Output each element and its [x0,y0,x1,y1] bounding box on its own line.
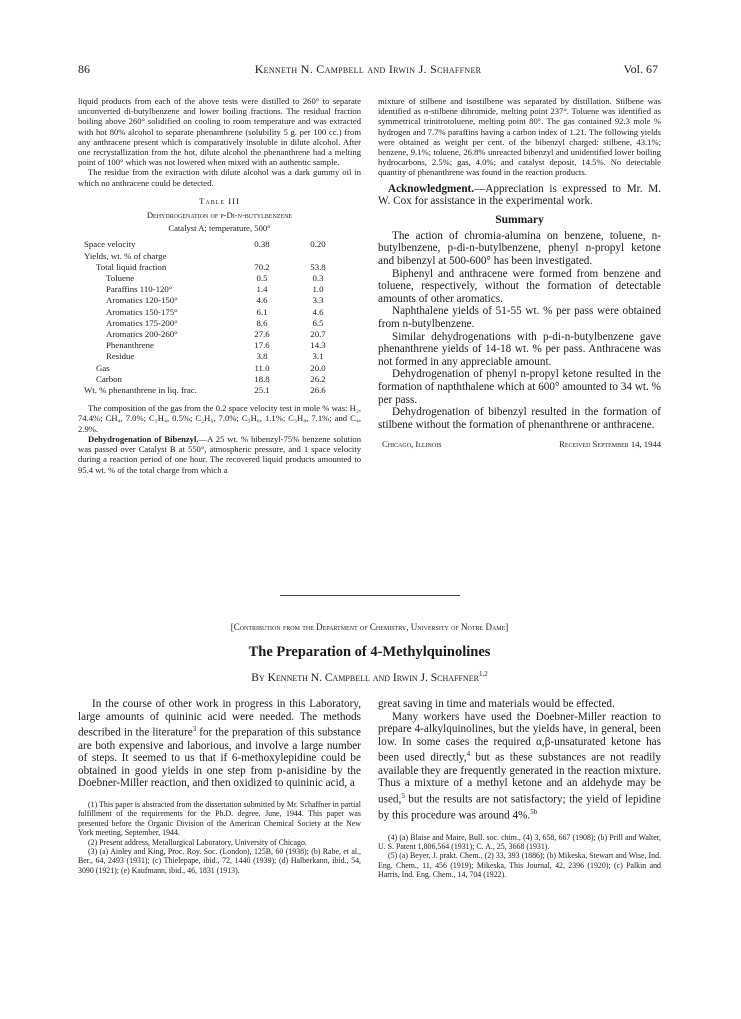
value-space-velocity-020: 20.0 [310,362,326,373]
summary-heading: Summary [495,213,544,226]
contribution-line: [Contribution from the Department of Chemistry, University of Notre Dame] [230,622,509,632]
row-label: Toluene [106,273,135,284]
article-title: The Preparation of 4-Methylquinolines [248,644,491,660]
distillation-paragraph: liquid products from each of the above tests were distilled to 260° to separate unconverted di-butylbenzene and lower boiling fractions. The residual fraction boiling above 260° solidified on cooling to room temperature and was extracted with hot 80% alcohol to separate phenanthrene (solubility 5 g. per 100 cc.) from any anthracene present which is comparatively insoluble in dilute alcohol. After one recrystallization from the hot, dilute alcohol the phenanthrene had a melting point of 100° which was not lowered when mixed with an authentic sample. [78,96,361,168]
table-label: Table III [199,195,240,206]
value-space-velocity-038: 0.38 [254,239,270,250]
value-space-velocity-020: 6.5 [312,317,324,328]
acknowledgment-paragraph [378,183,661,208]
value-space-velocity-020: 0.20 [310,239,326,250]
value-space-velocity-020: 0.3 [312,273,324,284]
value-space-velocity-020: 1.0 [312,284,324,295]
value-space-velocity-038: 70.2 [254,261,270,272]
footnote-ref-5: 5 [401,791,405,800]
row-label: Carbon [96,373,122,384]
value-space-velocity-038: 17.6 [254,340,270,351]
running-title: Kenneth N. Campbell and Irwin J. Schaffner [254,62,482,76]
value-space-velocity-020: 14.3 [310,340,326,351]
table-row [84,385,346,396]
table-row [84,374,346,385]
article-separator [280,595,460,596]
footnote: (5) (a) Beyer, J. prakt. Chem., (2) 33, 393 (1886); (b) Mikeska, Stewart and Wise, Ind. Eng. Chem., 11, 456 (1919); Mikeska, This Journal, 42, 2396 (1920); (c) Palkin and Harris, Ind. Eng. Chem., 14, 704 (1922). [378,851,661,880]
table-row [84,284,346,295]
doebner-miller-paragraph [378,711,661,823]
table-row [84,273,346,284]
dm-text-a: Many workers have used the Doebner-Miller reaction to prepare 4-alkylquinolines, but the yields have, in general, been low. In some cases the required α,β-unsaturated ketone has been used directly, [378,710,661,765]
bibenzyl-heading: Dehydrogenation of Bibenzyl. [88,433,199,444]
value-space-velocity-020: 53.8 [310,261,326,272]
right-column-top [378,96,661,451]
table-row [84,262,346,273]
row-label: Yields, wt. % of charge [84,250,167,261]
row-label: Residue [106,351,135,362]
summary-paragraph: Similar dehydrogenations with p-di-n-butylbenzene gave phenanthrene yields of 14-18 wt. % per pass. Anthracene was not formed in any appreciable amount. [378,330,661,368]
table-row [84,295,346,306]
byline-authors: By Kenneth N. Campbell and Irwin J. Schaffner [251,671,479,684]
bibenzyl-text: —A 25 wt. % bibenzyl-75% benzene solution was passed over Catalyst B at 550°, atmospheric pressure, and 1 space velocity during a reaction period of one hour. The recovered liquid products amounted to 95.4 wt. % of the total charge from which a [78,433,361,475]
table-subtitle: Catalyst A; temperature, 500° [168,223,271,234]
row-label: Paraffins 110-120° [106,284,173,295]
table-row [84,239,346,250]
value-space-velocity-020: 4.6 [312,306,324,317]
residue-paragraph: The residue from the extraction with dilute alcohol was a dark gummy oil in which no anthracene could be detected. [78,167,361,188]
value-space-velocity-038: 1.4 [256,284,268,295]
footnote-ref-3: 3 [192,725,197,734]
table-title: Dehydrogenation of p-Di-n-butylbenzene [146,210,293,221]
row-label: Total liquid fraction [96,261,167,272]
footnote: (1) This paper is abstracted from the dissertation submitted by Mr. Schaffner in partial fulfillment of the requirements for the Ph.D. degree, June, 1944. This paper was presented before the Organic Division of the American Chemical Society at the New York meeting, September, 1944. [78,799,361,838]
value-space-velocity-038: 27.6 [254,329,270,340]
summary-paragraph: Naphthalene yields of 51-55 wt. % per pass were obtained from n-butylbenzene. [378,305,661,330]
dehydrogenation-table [84,239,346,396]
table-row [84,363,346,374]
value-space-velocity-020: 20.7 [310,329,326,340]
value-space-velocity-020: 3.3 [312,295,324,306]
left-column-top [78,96,361,475]
running-header [78,62,658,78]
value-space-velocity-020: 26.6 [310,385,326,396]
value-space-velocity-038: 8.6 [256,317,268,328]
row-label: Gas [96,362,110,373]
table-row [84,307,346,318]
row-label: Aromatics 120-150° [106,295,178,306]
volume-number: Vol. 67 [623,62,658,76]
table-row [84,329,346,340]
stilbene-paragraph: mixture of stilbene and isostilbene was separated by distillation. Stilbene was identified as α-stilbene dibromide, melting point 237°. Toluene was identified as symmetrical trinitrotoluene, melting point 80°. The gas contained 92.3 mole % hydrogen and 7.7% paraffins having a carbon index of 1.21. The following yields were obtained as weight per cent. of the bibenzyl charged: stilbene, 43.1%; benzene, 9.1%; toluene, 26.8% unreacted bibenzyl and unidentified lower boiling hydrocarbons, 2.5%; gas, 4.0%; and catalyst deposit, 14.5%. No detectable quantity of phenanthrene was found in the reaction products. [378,96,661,178]
row-label: Aromatics 175-200° [106,317,178,328]
row-label: Space velocity [84,239,136,250]
value-space-velocity-038: 4.6 [256,295,268,306]
summary-paragraph: Biphenyl and anthracene were formed from benzene and toluene, respectively, without the formation of detectable amounts of other aromatics. [378,267,661,305]
row-label: Phenanthrene [106,340,154,351]
value-space-velocity-038: 3.8 [256,351,268,362]
article-left-column [78,698,361,875]
table-row [84,251,346,262]
page-number: 86 [78,62,90,76]
value-space-velocity-038: 6.1 [256,306,268,317]
footnote: (3) (a) Ainley and King, Proc. Roy. Soc. (London), 125B, 60 (1938); (b) Rabe, et al., Ber., 64, 2493 (1931); (c) Thielepape, ibid., 72, 1440 (1939); (d) Halberkann, ibid., 54, 3090 (1921); (e) Kaufmann, ibid., 46, 1831 (1913). [78,846,361,875]
received-date: Received September 14, 1944 [559,439,661,450]
value-space-velocity-038: 0.5 [256,273,268,284]
value-space-velocity-038: 25.1 [254,385,270,396]
summary-paragraph: The action of chromia-alumina on benzene, toluene, n-butylbenzene, p-di-n-butylbenzene, phenyl n-propyl ketone and bibenzyl at 500-600° has been investigated. [378,229,661,267]
value-space-velocity-020: 3.1 [312,351,324,362]
intro-text-b: for the preparation of this substance are both expensive and laborious, and involve a large number of steps. It seemed to us that if 6-methoxylepidine could be obtained in good yields in one step from p-anisidine by the Doebner-Miller reaction, and then oxidized to quininic acid, a [78,726,361,790]
row-label: Wt. % phenanthrene in liq. frac. [84,385,197,396]
acknowledgment-text: —Appreciation is expressed to Mr. M. W. Cox for assistance in the experimental work. [378,182,661,208]
value-space-velocity-038: 18.8 [254,373,270,384]
row-label: Aromatics 150-175° [106,306,178,317]
value-space-velocity-020: 26.2 [310,373,326,384]
bibenzyl-paragraph [78,434,361,475]
value-space-velocity-038: 11.0 [254,362,270,373]
value-space-velocity-038 [234,251,290,262]
introduction-paragraph [78,698,361,790]
table-row [84,351,346,362]
dm-text-b: but as these substances are not readily available they are frequently generated in the reaction mixture. Thus a mixture of a methyl ketone and an aldehyde may be used, [378,752,661,806]
footnote-ref-5b: 5b [530,808,538,817]
dm-text-c: but the results are not satisfactory; the yield of lepidine by this procedure was around 4%. [378,793,661,822]
byline-footnote-marks: 1,2 [478,670,488,678]
footnotes-right [378,833,661,880]
intro-text-a: In the course of other work in progress in this Laboratory, large amounts of quininic acid were needed. The methods described in the literature [78,698,361,739]
gas-composition-paragraph: The composition of the gas from the 0.2 space velocity test in mole % was: H₂, 74.4%; CH₄, 7.0%; C₂H₄, 0.5%; C₂H₆, 7.0%; C₃H₆, 1.1%; C₃H₈, 7.1%; and C₄, 2.9%. [78,403,361,434]
value-space-velocity-020 [290,251,346,262]
row-label: Aromatics 200-260° [106,329,178,340]
footnote: (4) (a) Blaise and Maire, Bull. soc. chim., (4) 3, 658, 667 (1908); (b) Prill and Walter, U. S. Patent 1,806,564 (1931); C. A., 25, 3668 (1931). [378,832,661,851]
signature-line [378,439,661,451]
article-byline [78,670,661,684]
summary-paragraph: Dehydrogenation of bibenzyl resulted in the formation of stilbene without the formation of phenanthrene or anthracene. [378,406,661,431]
acknowledgment-heading: Acknowledgment. [388,182,475,195]
table-row [84,318,346,329]
footnotes-left [78,800,361,875]
summary-body [378,230,661,432]
table-row [84,340,346,351]
place-of-origin: Chicago, Illinois [382,439,442,450]
summary-paragraph: Dehydrogenation of phenyl n-propyl ketone resulted in the formation of napththalene which at 600° amounted to 34 wt. % per pass. [378,368,661,406]
article-right-column [378,698,661,880]
footnote-ref-4: 4 [466,750,471,759]
footnote: (2) Present address, Metallurgical Laboratory, University of Chicago. [88,837,307,847]
saving-paragraph: great saving in time and materials would be effected. [378,698,615,710]
